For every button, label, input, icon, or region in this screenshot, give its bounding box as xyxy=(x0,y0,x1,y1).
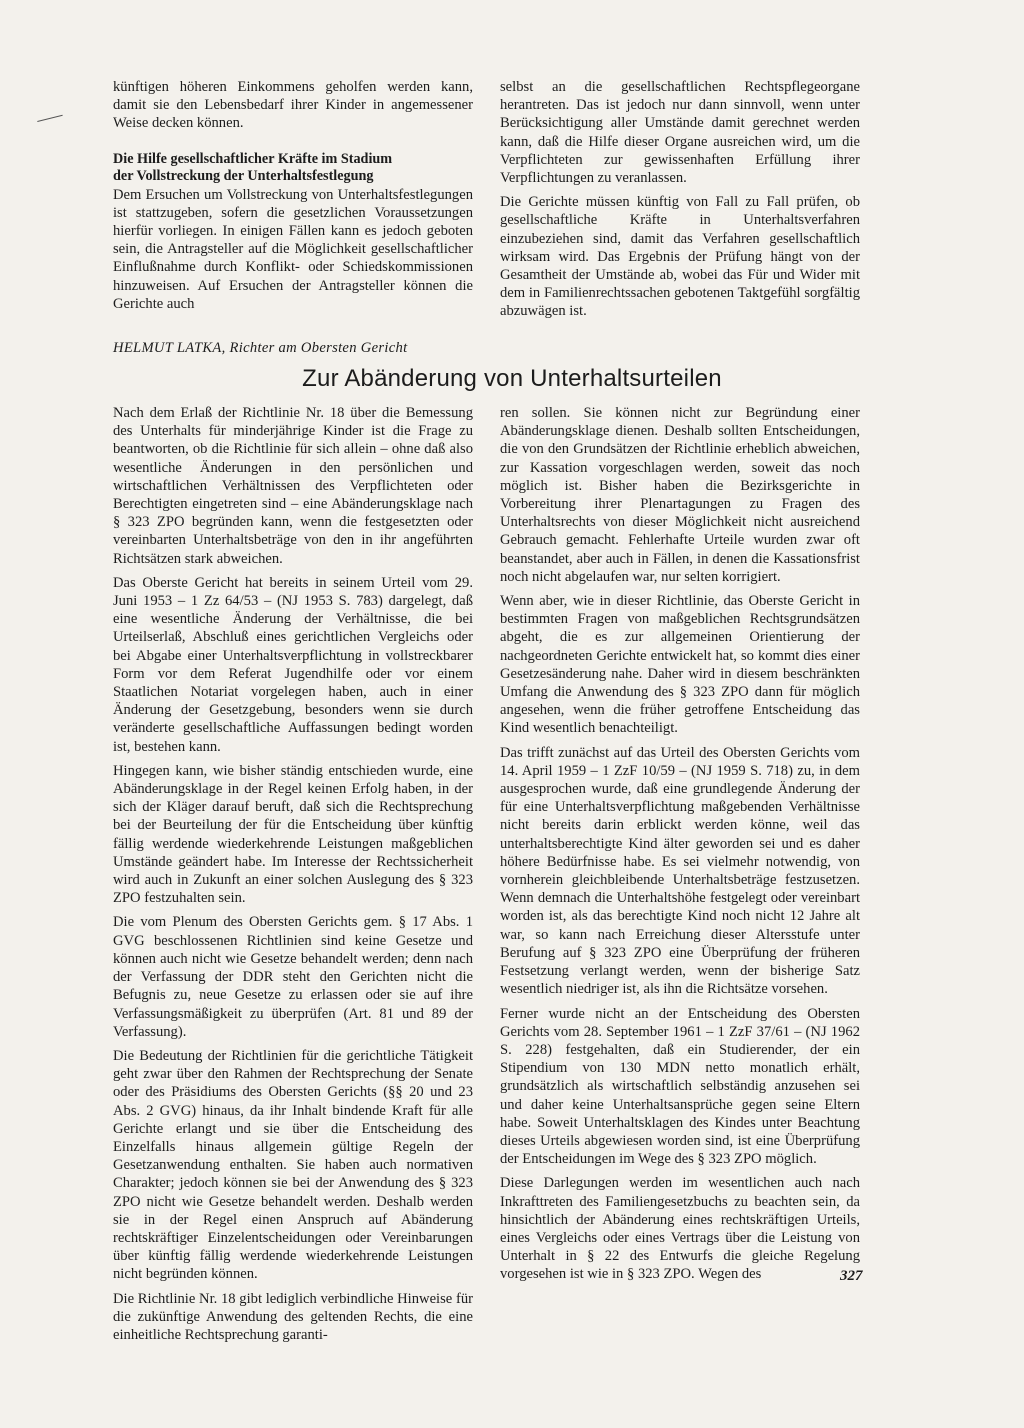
paragraph: künftigen höheren Einkommens geholfen werden kann, damit sie den Lebensbedarf ihrer Kinder in angemessener Weise decken können. xyxy=(113,79,473,132)
paragraph: Das Oberste Gericht hat bereits in seinem Urteil vom 29. Juni 1953 – 1 Zz 64/53 – (NJ 1953 S. 783) dargelegt, daß eine wesentliche Änderung der Verhältnisse, die bei Urteilserlaß, Abschluß eines gerichtlichen Vergleichs oder bei Abgabe einer Unterhaltsverpflichtung in vollstreckbarer Form vor dem Referat Jugendhilfe oder vor einem Staatlichen Notariat vorgelegen haben, auch in einer Änderung der Gesetzgebung, besonders wenn sie durch veränderte gesellschaftliche Auffassungen bedingt worden ist, bestehen kann. xyxy=(113,574,473,755)
paragraph: Hingegen kann, wie bisher ständig entschieden wurde, eine Abänderungsklage in der Regel keinen Erfolg haben, in der sich der Kläger darauf beruft, daß sich die Rechtsprechung bei der Beurteilung der für die Entscheidung über künftig fällig werdende wiederkehrende Leistungen maßgeblichen Umstände geändert habe. Im Interesse der Rechtssicherheit wird auch in Zukunft an einer solchen Auslegung des § 323 ZPO festzuhalten sein. xyxy=(113,762,473,907)
paragraph: Die Bedeutung der Richtlinien für die gerichtliche Tätigkeit geht zwar über den Rahmen der Rechtsprechung der Senate oder des Präsidiums des Obersten Gerichts (§§ 20 und 23 Abs. 2 GVG) hinaus, da ihr Inhalt bindende Kraft für alle Gerichte erlangt und sie über die Entscheidung des Einzelfalls hinaus allgemein gültige Regeln der Gesetzanwendung enthalten. Sie haben auch normativen Charakter; jedoch können sie bei der Anwendung des § 323 ZPO nicht wie Gesetze behandelt werden. Deshalb werden sie in der Regel einen Anspruch auf Abänderung rechtskräftiger Einzelentscheidungen oder Vereinbarungen über künftig fällig werdende wiederkehrende Leistungen nicht begründen können. xyxy=(113,1047,473,1283)
section-subheading xyxy=(113,151,473,185)
paragraph: Ferner wurde nicht an der Entscheidung des Obersten Gerichts vom 28. September 1961 – 1 ZzF 37/61 – (NJ 1962 S. 228) festgehalten, daß ein Studierender, der ein Stipendium von 130 MDN netto monatlich erhält, grundsätzlich als wirtschaftlich selbständig anzusehen sei und daher keine Unterhaltsansprüche gegen seine Eltern habe. Soweit Unterhaltsklagen des Kindes unter Beachtung dieses Urteils abgewiesen worden sind, ist eine Überprüfung der Entscheidungen im Wege des § 323 ZPO möglich. xyxy=(500,1005,860,1168)
paragraph: Dem Ersuchen um Vollstreckung von Unterhaltsfestlegungen ist stattzugeben, sofern die gesetzlichen Voraussetzungen hierfür vorliegen. In einigen Fällen kann es jedoch geboten sein, die Antragsteller auf die Möglichkeit gesellschaftlicher Einflußnahme durch Konflikt- oder Schiedskommissionen hinzuweisen. Auf Ersuchen der Antragsteller können die Gerichte auch xyxy=(113,186,473,312)
subheading-line: Die Hilfe gesellschaftlicher Kräfte im Stadium xyxy=(113,150,393,167)
article-right-column xyxy=(500,404,860,1290)
article-title: Zur Abänderung von Unterhaltsurteilen xyxy=(302,365,722,392)
margin-pencil-mark xyxy=(35,107,62,122)
article-left-column xyxy=(113,404,473,1350)
paragraph: Das trifft zunächst auf das Urteil des Obersten Gerichts vom 14. April 1959 – 1 ZzF 10/59 – (NJ 1959 S. 718) zu, in dem ausgesprochen wurde, daß eine grundlegende Änderung der für eine Unterhaltsverpflichtung maßgebenden Verhältnisse nicht bereits darin erblickt werden könne, weil das unterhaltsberechtigte Kind älter geworden sei und es daher höhere Bedürfnisse habe. Es sei vielmehr notwendig, von vornherein gleichbleibende Unterhaltsbeträge festzusetzen. Wenn demnach die Unterhaltshöhe festgelegt oder vereinbart worden ist, als das berechtigte Kind noch nicht 12 Jahre alt war, so kann nach Erreichung dieser Altersstufe unter Berufung auf § 323 ZPO eine Überprüfung der früheren Festsetzung verlangt werden, wenn der bisherige Satz wesentlich niedriger ist, als ihn die Richtsätze vorsehen. xyxy=(500,744,860,998)
page-number: 327 xyxy=(840,1268,863,1284)
subheading-line: der Vollstreckung der Unterhaltsfestlegung xyxy=(113,167,374,184)
paragraph: ren sollen. Sie können nicht zur Begründung einer Abänderungsklage dienen. Deshalb sollten Entscheidungen, die von den Grundsätzen der Richtlinie erheblich abweichen, zur Kassation vorgeschlagen werden, soweit das noch möglich ist. Bisher haben die Bezirksgerichte in Vorbereitung ihrer Plenartagungen zu Fragen des Unterhaltsrechts von dieser Möglichkeit nicht ausreichend Gebrauch gemacht. Fehlerhafte Urteile wurden zwar oft beanstandet, aber auch in Fällen, in denen die Kassationsfrist noch nicht abgelaufen war, nur selten korrigiert. xyxy=(500,405,860,585)
paragraph: Die Gerichte müssen künftig von Fall zu Fall prüfen, ob gesellschaftliche Kräfte in Unterhaltsverfahren einzubeziehen sind, damit das Verfahren gesellschaftlich wirksam wird. Das Ergebnis der Prüfung hängt von der Gesamtheit der Umstände ab, wobei das Für und Wider mit dem in Familienrechtssachen gebotenen Taktgefühl sorgfältig abzuwägen ist. xyxy=(500,194,860,320)
paragraph: Wenn aber, wie in dieser Richtlinie, das Oberste Gericht in bestimmten Fragen von maßgeblichen Rechtsgrundsätzen abgeht, die es zur allgemeinen Orientierung der nachgeordneten Gerichte entwickelt hat, so kommt dies einer Gesetzesänderung nahe. Daher wird in diesem beschränkten Umfang die Anwendung des § 323 ZPO dann für möglich angesehen, wenn die früher getroffene Entscheidung das Kind wesentlich benachteiligt. xyxy=(500,593,860,737)
paragraph: Die Richtlinie Nr. 18 gibt lediglich verbindliche Hinweise für die zukünftige Anwendung des geltenden Rechts, die eine einheitliche Rechtsprechung garanti- xyxy=(113,1290,473,1343)
paragraph: Diese Darlegungen werden im wesentlichen auch nach Inkrafttreten des Familiengesetzbuchs zu beachten sein, da hinsichtlich der Abänderung eines rechtskräftigen Urteils, eines Vergleichs oder eines Vertrags über die Leistung von Unterhalt in § 22 des Entwurfs die gleiche Regelung vorgesehen ist wie in § 323 ZPO. Wegen des xyxy=(500,1175,860,1283)
paragraph: Nach dem Erlaß der Richtlinie Nr. 18 über die Bemessung des Unterhalts für minderjährige Kinder ist die Frage zu beantworten, ob die Richtlinie für sich allein – ohne daß also wesentliche Änderungen in den persönlichen und wirtschaftlichen Verhältnissen des Verpflichteten oder Berechtigten eingetreten sind – eine Abänderungsklage nach § 323 ZPO begründen kann, wenn die festgesetzten oder vereinbarten Unterhaltsbeträge von den in ihr angeführten Richtsätzen stark abweichen. xyxy=(113,405,473,567)
paragraph: selbst an die gesellschaftlichen Rechtspflegeorgane herantreten. Das ist jedoch nur dann sinnvoll, wenn unter Berücksichtigung aller Umstände damit gerechnet werden kann, daß die Hilfe dieser Organe ausreichen wird, um die Verpflichteten zur gewissenhaften Erfüllung ihrer Verpflichtungen zu veranlassen. xyxy=(500,79,860,187)
author-byline: HELMUT LATKA, Richter am Obersten Gericht xyxy=(113,340,408,356)
top-left-column xyxy=(113,78,473,319)
top-right-column xyxy=(500,78,860,327)
paragraph: Die vom Plenum des Obersten Gerichts gem. § 17 Abs. 1 GVG beschlossenen Richtlinien sind keine Gesetze und können auch nicht wie Gesetze behandelt werden; denn nach der Verfassung der DDR steht den Gerichten nicht die Befugnis zu, neue Gesetze zu erlassen oder sie auf ihre Verfassungsmäßigkeit zu überprüfen (Art. 81 und 89 der Verfassung). xyxy=(113,914,473,1040)
